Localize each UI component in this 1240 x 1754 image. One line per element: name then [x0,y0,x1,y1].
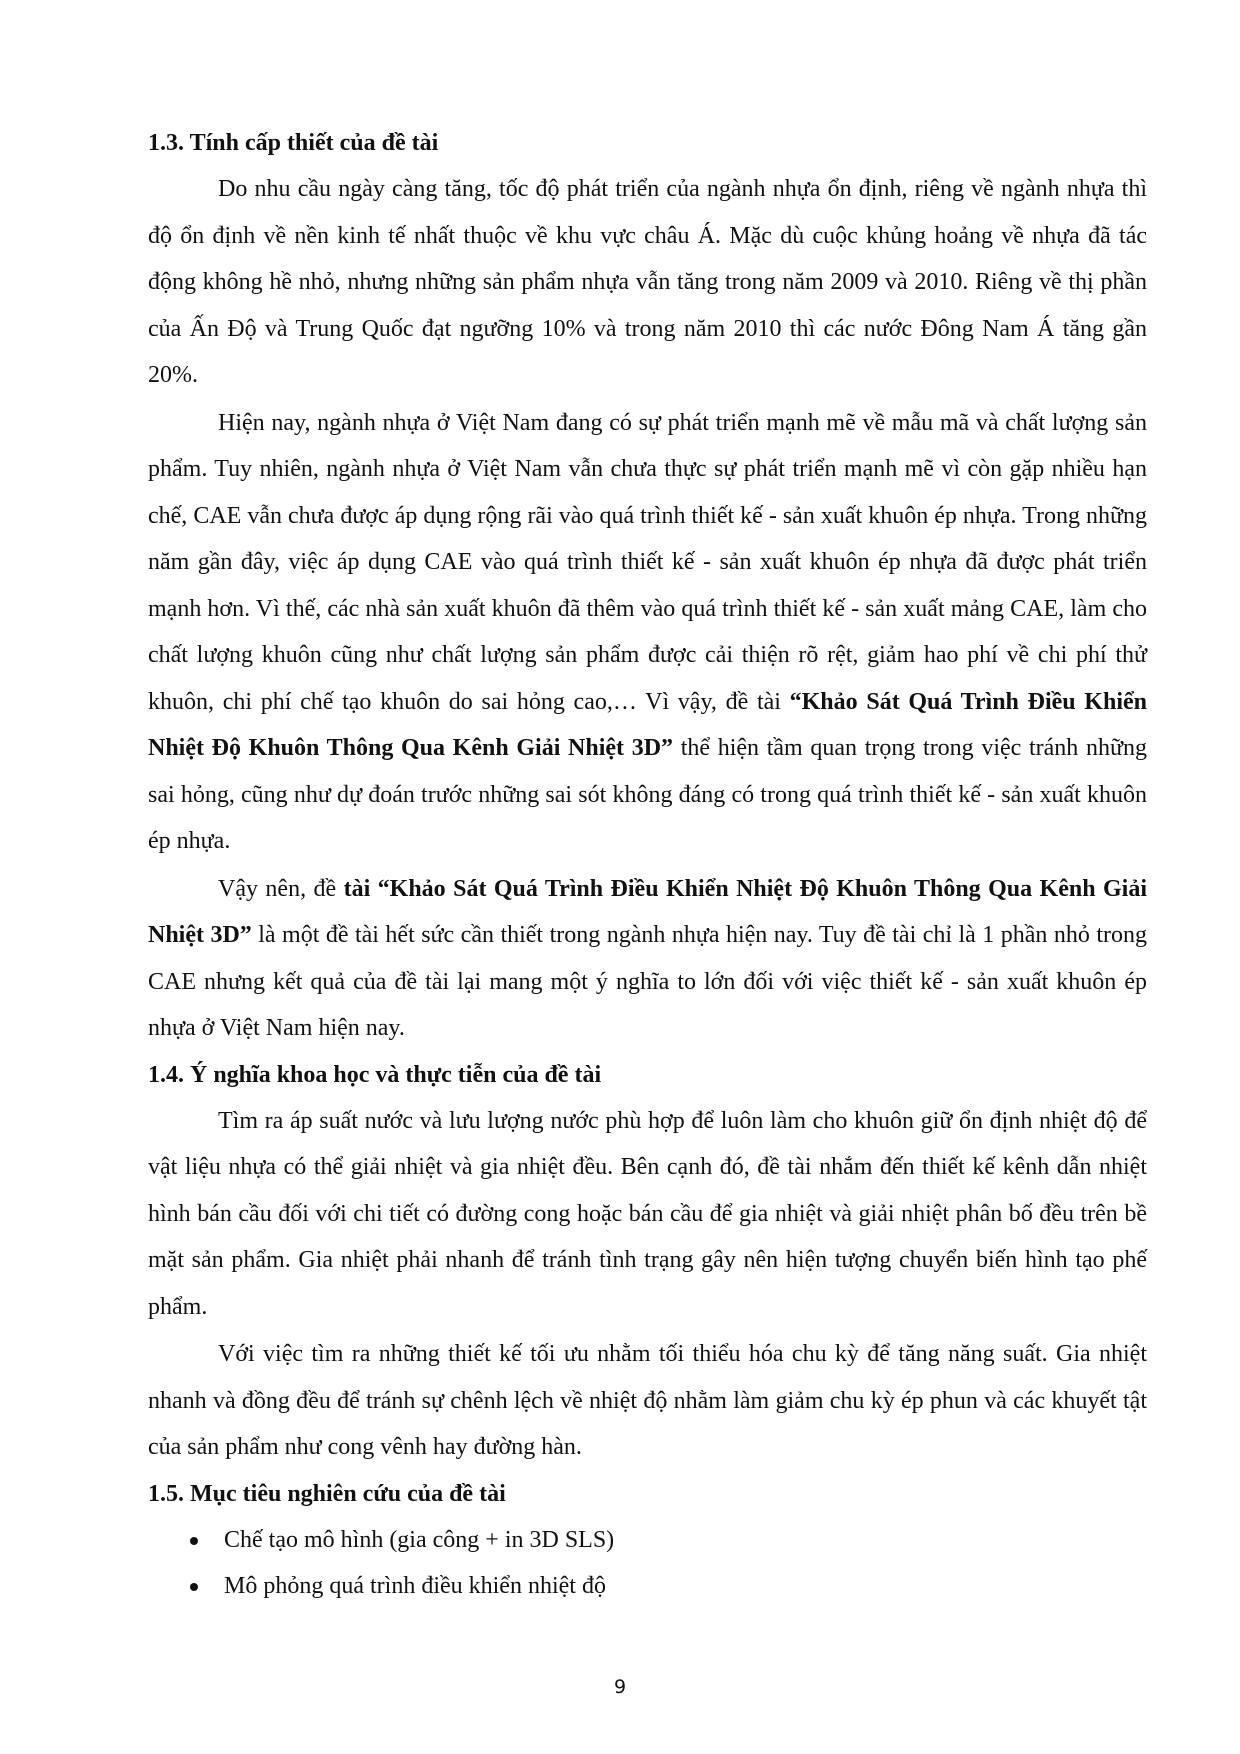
document-page [148,120,1147,1610]
bullet-icon [190,1583,198,1591]
paragraph [148,866,1147,1052]
paragraph [148,1331,1147,1471]
list-item-text: Mô phỏng quá trình điều khiển nhiệt độ [224,1573,606,1599]
text-run: Vậy nên, đề [218,875,344,902]
bullet-icon [190,1537,198,1545]
list-item [148,1517,1147,1564]
paragraph [148,1098,1147,1331]
bold-thesis-title: “Khảo Sát Quá Trình Điều Khiển Nhiệt Độ Khuôn Thông Qua Kênh Giải Nhiệt 3D” [148,688,1147,761]
text-run: Tìm ra áp suất nước và lưu lượng nước phù hợp để luôn làm cho khuôn giữ ổn định nhiệt độ để vật liệu nhựa có thể giải nhiệt và gia nhiệt đều. Bên cạnh đó, đề tài nhắm đến thiết kế kênh dẫn nhiệt hình bán cầu đối với chi tiết có đường cong hoặc bán cầu để gia nhiệt và giải nhiệt phân bố đều trên bề mặt sản phẩm. Gia nhiệt phải nhanh để tránh tình trạng gây nên hiện tượng chuyển biến hình tạo phế phẩm. [148,1107,1147,1320]
text-run: Hiện nay, ngành nhựa ở Việt Nam đang có sự phát triển mạnh mẽ về mẫu mã và chất lượng sản phẩm. Tuy nhiên, ngành nhựa ở Việt Nam vẫn chưa thực sự phát triển mạnh mẽ vì còn gặp nhiều hạn chế, CAE vẫn chưa được áp dụng rộng rãi vào quá trình thiết kế - sản xuất khuôn ép nhựa. Trong những năm gần đây, việc áp dụng CAE vào quá trình thiết kế - sản xuất khuôn ép nhựa đã được phát triển mạnh hơn. Vì thế, các nhà sản xuất khuôn đã thêm vào quá trình thiết kế - sản xuất mảng CAE, làm cho chất lượng khuôn cũng như chất lượng sản phẩm được cải thiện rõ rệt, giảm hao phí về chi phí thử khuôn, chi phí chế tạo khuôn do sai hỏng cao,… Vì vậy, đề tài [148,409,1147,715]
text-run: Do nhu cầu ngày càng tăng, tốc độ phát triển của ngành nhựa ổn định, riêng về ngành nhựa thì độ ổn định về nền kinh tế nhất thuộc về khu vực châu Á. Mặc dù cuộc khủng hoảng về nhựa đã tác động không hề nhỏ, nhưng những sản phẩm nhựa vẫn tăng trong năm 2009 và 2010. Riêng về thị phần của Ấn Độ và Trung Quốc đạt ngưỡng 10% và trong năm 2010 thì các nước Đông Nam Á tăng gần 20%. [148,176,1147,388]
text-run: thể hiện tầm quan trọng trong việc tránh những sai hỏng, cũng như dự đoán trước những sai sót không đáng có trong quá trình thiết kế - sản xuất khuôn ép nhựa. [148,735,1147,854]
page-number: 9 [613,1676,627,1698]
section-heading-1-3: 1.3. Tính cấp thiết của đề tài [148,130,439,156]
section-heading-1-5: 1.5. Mục tiêu nghiên cứu của đề tài [148,1480,506,1507]
text-run: Với việc tìm ra những thiết kế tối ưu nhằm tối thiểu hóa chu kỳ để tăng năng suất. Gia nhiệt nhanh và đồng đều để tránh sự chênh lệch về nhiệt độ nhằm làm giảm chu kỳ ép phun và các khuyết tật của sản phẩm như cong vênh hay đường hàn. [148,1341,1147,1460]
paragraph [148,400,1147,865]
list-item-text: Chế tạo mô hình (gia công + in 3D SLS) [224,1526,615,1553]
bold-thesis-title: tài “Khảo Sát Quá Trình Điều Khiển Nhiệt Độ Khuôn Thông Qua Kênh Giải Nhiệt 3D” [148,875,1147,948]
paragraph [148,166,1147,399]
list-item [148,1563,1147,1610]
section-heading-1-4: 1.4. Ý nghĩa khoa học và thực tiễn của đề tài [148,1061,602,1088]
text-run: là một đề tài hết sức cần thiết trong ngành nhựa hiện nay. Tuy đề tài chỉ là 1 phần nhỏ trong CAE nhưng kết quả của đề tài lại mang một ý nghĩa to lớn đối với việc thiết kế - sản xuất khuôn ép nhựa ở Việt Nam hiện nay. [148,922,1147,1041]
objectives-list [148,1517,1147,1610]
